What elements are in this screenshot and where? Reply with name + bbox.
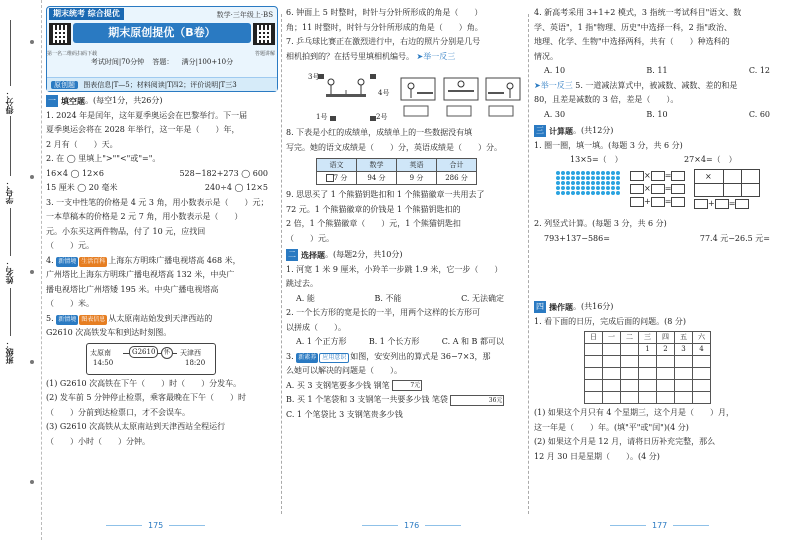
question: （ ）元。: [46, 241, 94, 250]
time-info: 考试时间|70分钟: [90, 58, 145, 66]
camera-label: 3号: [308, 73, 320, 81]
options: [286, 335, 524, 350]
train-code: G2610: [129, 346, 158, 358]
question: 4. 新高考采用 3+1+2 模式，3 指统一考试科目"语文、数: [534, 8, 742, 17]
day-cell[interactable]: [603, 356, 621, 368]
question: (2) 发车前 5 分钟停止检票，乘客最晚在下午（ ）时: [46, 393, 247, 402]
question: 8. 下表是小红的成绩单，成绩单上的一些数据没有填: [286, 128, 473, 137]
exam-info: [77, 55, 247, 70]
to-station: 天津西: [180, 348, 201, 357]
vertical-calc[interactable]: 793+137−586=: [544, 233, 610, 243]
question: 12 月 30 日是星期（ ）。(4 分): [534, 451, 660, 461]
option[interactable]: B. 买 1 个笔袋和 3 支钢笔一共要多少钱 笔袋 36元: [286, 395, 503, 404]
option[interactable]: A. 30: [544, 109, 566, 119]
question: (1) 如果这个月只有 4 个星期三，这个月是（ ）月，: [534, 408, 735, 417]
question: 2 倍，1 个熊猫徽章（ ）元，1 个熊猫钥匙扣: [286, 219, 461, 228]
question: 1. 2024 年是闰年，这年夏季奥运会在巴黎举行。下一届: [46, 110, 248, 120]
original-questions-strip: [47, 77, 277, 91]
bag-label: 笔袋: [431, 395, 448, 404]
compare-row: [46, 167, 278, 182]
expression: 13×5=（ ）: [570, 155, 623, 164]
weekday: 三: [639, 332, 657, 344]
page-number: 175: [100, 521, 211, 530]
day-cell[interactable]: [693, 380, 711, 392]
day-cell[interactable]: [603, 368, 621, 380]
compare-item[interactable]: 240÷4 ◯ 12×5: [204, 183, 268, 192]
question: 夏季奥运会将在 2028 年举行，这一年是（ ）年，: [46, 125, 240, 134]
question: 80，且差是减数的 3 倍，差是（ ）。: [534, 95, 679, 104]
day-cell[interactable]: [603, 392, 621, 404]
day-cell[interactable]: [675, 380, 693, 392]
day-cell[interactable]: [621, 368, 639, 380]
badge: 新素养: [298, 353, 317, 361]
column-2: [286, 6, 524, 422]
score-label: 得分：: [5, 90, 14, 114]
compare-row: [46, 181, 278, 196]
day-cell[interactable]: [585, 380, 603, 392]
day-cell[interactable]: [585, 344, 603, 356]
camera-label: 4号: [378, 89, 390, 97]
qr-code-icon[interactable]: [49, 23, 71, 45]
question: 7. 乒乓球比赛正在激烈进行中，右边的照片分别是几号: [286, 37, 481, 46]
day-cell[interactable]: [639, 356, 657, 368]
day-cell[interactable]: [693, 368, 711, 380]
day-cell[interactable]: [621, 356, 639, 368]
section-operation: 四 操作题 。(共16分): [536, 302, 614, 312]
option[interactable]: C. 1 个笔袋比 3 支钢笔贵多少钱: [286, 409, 403, 419]
qr-code-icon[interactable]: [253, 23, 275, 45]
question: 广州塔比上海东方明珠广播电视塔高 132 米，中央广: [46, 270, 235, 279]
dot-array: [556, 171, 620, 195]
subject-label: 数学·三年级上·BS: [216, 11, 273, 19]
day-cell[interactable]: [693, 356, 711, 368]
options: [534, 108, 790, 123]
original-pill: 原创题: [51, 81, 78, 89]
day-cell[interactable]: [657, 368, 675, 380]
day-cell[interactable]: [657, 380, 675, 392]
work-space[interactable]: [534, 246, 790, 298]
from-station: 太原南: [90, 348, 111, 357]
question: 5. 新情境 图表信息 从太原南站始发到天津西站的: [46, 313, 213, 323]
page-number: 177: [604, 521, 715, 530]
day-cell[interactable]: [693, 392, 711, 404]
day-cell[interactable]: [639, 380, 657, 392]
question: 地理、化学、生物"中选择两科，共有（ ）种选科的: [534, 37, 730, 46]
vertical-calc[interactable]: 77.4 元−26.5 元=: [699, 233, 770, 243]
option[interactable]: A. 能: [296, 293, 315, 303]
options: [534, 64, 790, 79]
pen-label: 钢笔: [373, 380, 390, 390]
qr-caption: 第一名二维码扫码下载: [47, 51, 98, 57]
section-choice: 二 选择题 。(每题2分，共10分): [288, 250, 403, 260]
question: ➤举一反三 5. 一道减法算式中，被减数、减数、差的和是: [534, 80, 738, 90]
badge: 生活百科: [81, 257, 106, 265]
expression: 27×4=（ ）: [684, 155, 737, 164]
question: 1. 圈一圈，填一填。(每题 3 分，共 6 分): [534, 140, 683, 150]
question: 72 元。1 个熊猫徽章的价钱是 1 个熊猫钥匙扣的: [286, 204, 461, 214]
question: 3. 一支中性笔的价格是 4 元 3 角，用小数表示是（ ）元；: [46, 197, 269, 207]
question: (3) G2610 次高铁从太原南站到天津西站全程运行: [46, 422, 226, 431]
section-fill-blank: 一 填空题 。(每空1分，共26分): [48, 96, 163, 106]
day-cell[interactable]: [675, 368, 693, 380]
option[interactable]: A. 买 3 支钢笔要多少钱 钢笔 7元: [286, 380, 421, 390]
camera-label: 2号: [376, 113, 388, 121]
question: 情况。: [534, 51, 558, 61]
question: 2. 在 ◯ 里填上">""<"或"="。: [46, 154, 161, 163]
column-3: [534, 6, 790, 464]
page-number: 176: [356, 521, 467, 530]
weekday: 六: [693, 332, 711, 344]
binding-gutter: [0, 0, 42, 540]
extend-link[interactable]: ➤举一反三: [416, 51, 456, 61]
day-cell[interactable]: 4: [693, 344, 711, 356]
day-cell[interactable]: 1: [639, 344, 657, 356]
weekday: 五: [675, 332, 693, 344]
score-header: 数学: [357, 159, 397, 172]
day-cell[interactable]: [621, 380, 639, 392]
option[interactable]: C. A 和 B 都可以: [441, 337, 504, 346]
option[interactable]: C. 12: [748, 66, 770, 75]
question: 写完。她的语文成绩是（ ）分，英语成绩是（ ）分。: [286, 142, 502, 152]
day-cell[interactable]: [639, 368, 657, 380]
train-schedule-figure: [86, 343, 216, 375]
score-header: 合计: [437, 159, 477, 172]
question: 这一年是（ ）年。(填"平"或"闰")(4 分): [534, 422, 689, 432]
score-cell: 94 分: [357, 172, 397, 185]
question: 2. 一个长方形的宽是长的一半，用两个这样的长方形可: [286, 308, 481, 317]
question: 一本草稿本的价格是 2 元 7 角，用小数表示是（ ）: [46, 212, 243, 221]
day-cell[interactable]: [585, 368, 603, 380]
options: [286, 292, 524, 307]
question: 2. 列竖式计算。(每题 3 分，共 6 分): [534, 219, 667, 228]
to-time: 18:20: [185, 358, 206, 367]
compare-item[interactable]: 528−182+273 ◯ 600: [179, 168, 268, 178]
day-cell[interactable]: [675, 356, 693, 368]
circle-fill-figure: [534, 153, 790, 217]
day-cell[interactable]: [585, 356, 603, 368]
question: 播电视塔比广州塔矮 195 米。中央广播电视塔高: [46, 284, 219, 294]
full-score-info: 满分|100+10分: [181, 58, 234, 66]
question: (2) 如果这个月是 12 月，请将日历补充完整，那么: [534, 437, 716, 446]
extend-link[interactable]: ➤举一反三: [534, 80, 573, 90]
day-cell[interactable]: [675, 392, 693, 404]
question: （ ）分前到达检票口，才不会误车。: [46, 407, 190, 417]
weekday: 四: [657, 332, 675, 344]
header-tag: 期末统考 综合提优: [49, 8, 124, 20]
strip-text: 图表信息|T—5；材料阅读|T四2；评价说明|T三3: [83, 81, 237, 89]
day-cell[interactable]: 3: [675, 344, 693, 356]
ping-pong-figure: [286, 66, 524, 124]
header-card: [46, 6, 278, 92]
question: （ ）元。: [286, 233, 334, 243]
score-header: 英语: [397, 159, 437, 172]
score-header: 语文: [317, 159, 357, 172]
day-cell[interactable]: [621, 344, 639, 356]
question: 元。小东买这两件物品，付了 10 元，应找回: [46, 226, 206, 236]
weekday: 二: [621, 332, 639, 344]
mid-station: 怀: [161, 347, 173, 359]
day-cell[interactable]: [603, 380, 621, 392]
option[interactable]: A. 10: [544, 66, 566, 75]
question: 9. 思思买了 1 个熊猫钥匙扣和 1 个熊猫徽章一共用去了: [286, 190, 485, 199]
question: 么她可以解决的问题是（ ）。: [286, 366, 402, 375]
class-label: 班级：: [5, 340, 14, 364]
option[interactable]: B. 1 个长方形: [368, 337, 420, 346]
page-title: 期末原创提优（B卷）: [73, 23, 251, 43]
name-label: 姓名：: [5, 260, 14, 284]
day-cell[interactable]: [603, 344, 621, 356]
badge: 图表信息: [81, 315, 106, 323]
vertical-calc-row: [534, 232, 790, 247]
day-cell[interactable]: [585, 392, 603, 404]
fill-boxes[interactable]: × = × = + =: [630, 169, 685, 208]
question: G2610 次高铁发车和到达时刻图。: [46, 328, 172, 337]
option[interactable]: B. 10: [646, 109, 668, 119]
badge: 新情境: [58, 257, 77, 265]
question: （ ）小时（ ）分钟。: [46, 436, 150, 446]
question: 角；11 时整时，时针与分针所形成的角是（ ）角。: [286, 22, 483, 32]
score-cell[interactable]: 9 分: [397, 172, 437, 185]
badge: 新情境: [58, 315, 77, 323]
question: 1. 看下面的日历，完成后面的问题。(8 分): [534, 316, 687, 326]
weekday: 一: [603, 332, 621, 344]
question: 3. 新素养 应用意识 如图，安安列出的算式是 36−7×3，那: [286, 351, 491, 361]
qr-caption: 答题讲解: [254, 51, 275, 57]
compare-item[interactable]: 15 厘米 ◯ 20 毫米: [46, 183, 118, 192]
column-1: [46, 6, 278, 449]
calendar-table: [584, 331, 711, 404]
student-id-label: 学号：: [5, 180, 14, 204]
option[interactable]: B. 不能: [374, 293, 402, 303]
question: 4. 新情境 生活百科 上海东方明珠广播电视塔高 468 米，: [46, 255, 241, 265]
question: 1. 河宽 1 米 9 厘米，小羚羊一步跳 1.9 米，它一步（ ）: [286, 264, 503, 274]
option[interactable]: B. 11: [646, 66, 668, 75]
compare-item[interactable]: 16×4 ◯ 12×6: [46, 168, 104, 178]
day-cell[interactable]: 2: [657, 344, 675, 356]
question: 跳过去。: [286, 279, 318, 288]
question: 学、英语"，1 指"物理、历史"中选择一科，2 指"政治、: [534, 22, 732, 32]
pen-price: 7元: [392, 380, 422, 391]
answer-info: 答题：: [152, 58, 174, 66]
option[interactable]: C. 无法确定: [461, 293, 504, 303]
multiply-grid[interactable]: × + =: [694, 169, 760, 210]
option[interactable]: A. 1 个正方形: [296, 337, 347, 346]
option[interactable]: C. 60: [748, 109, 770, 119]
badge: 应用意识: [319, 353, 349, 363]
score-table: [316, 158, 477, 185]
day-cell[interactable]: [639, 392, 657, 404]
question: 以拼成（ ）。: [286, 322, 346, 332]
day-cell[interactable]: [657, 392, 675, 404]
question: （ ）米。: [46, 299, 94, 308]
day-cell[interactable]: [657, 356, 675, 368]
from-time: 14:50: [93, 358, 114, 367]
weekday: 日: [585, 332, 603, 344]
section-calculation: 三 计算题 。(共12分): [536, 126, 614, 136]
day-cell[interactable]: [621, 392, 639, 404]
bag-price: 36元: [450, 395, 504, 406]
question: 2 月有（ ）天。: [46, 139, 118, 149]
score-cell[interactable]: 7 分: [317, 172, 357, 185]
question: 相机拍到的？在括号里填相机编号。 ➤举一反三: [286, 51, 456, 61]
score-cell: 286 分: [437, 172, 477, 185]
camera-label: 1号: [316, 113, 328, 121]
question: 6. 钟面上 5 时整时，时针与分针所形成的角是（ ）: [286, 8, 483, 17]
question: (1) G2610 次高铁在下午（ ）时（ ）分发车。: [46, 378, 242, 388]
